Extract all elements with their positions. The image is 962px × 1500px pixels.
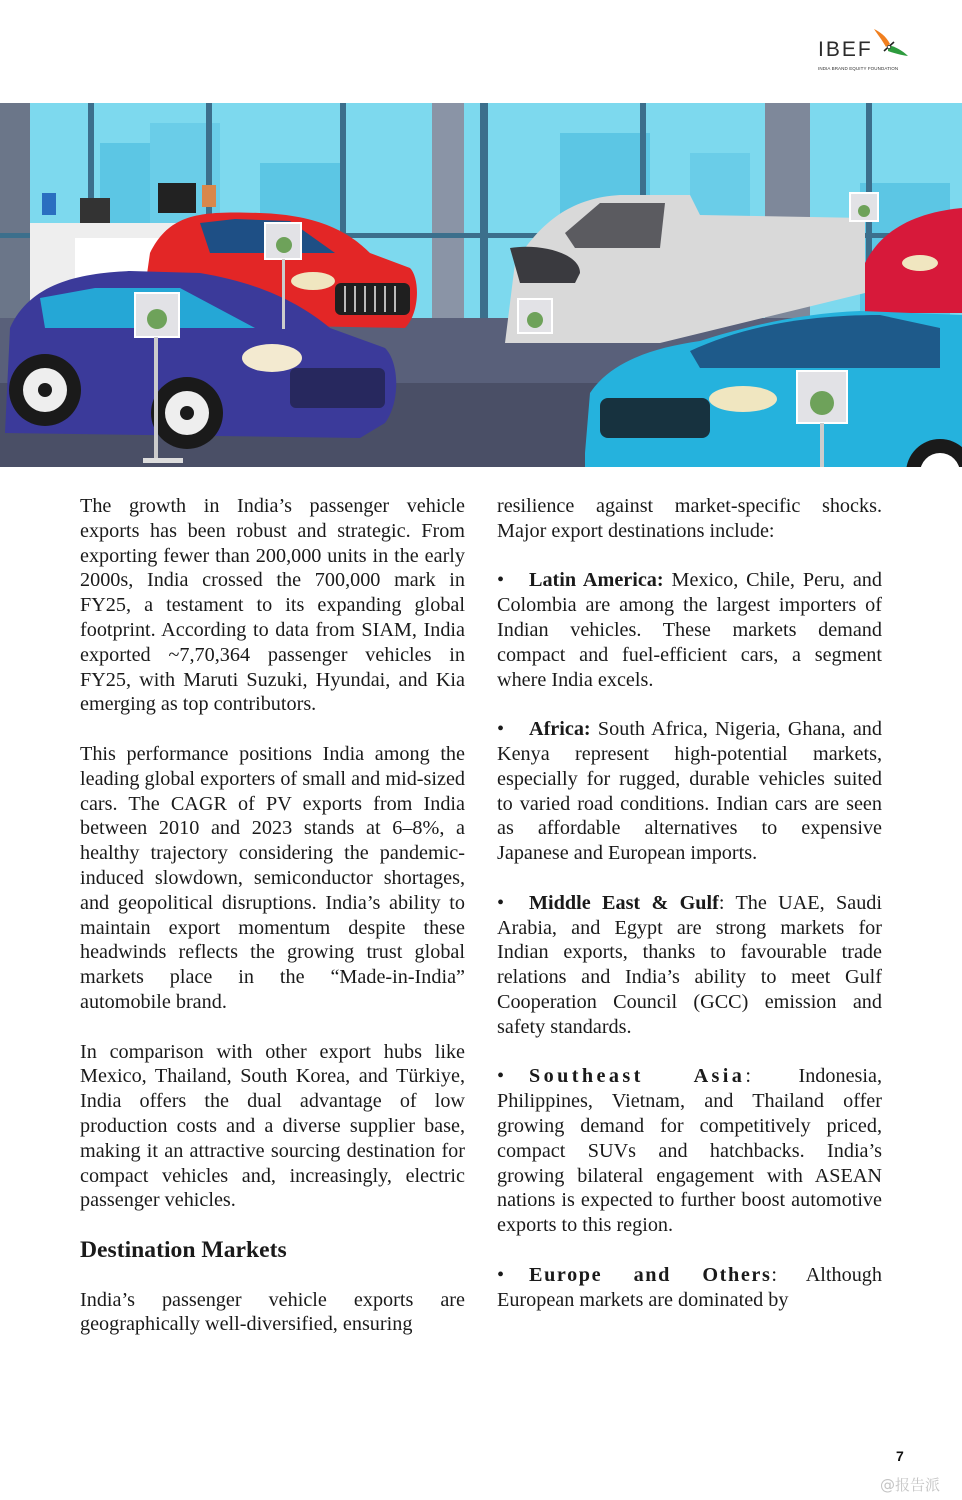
bullet-title: Africa: xyxy=(529,718,591,741)
bullet-title: Latin America: xyxy=(529,569,664,592)
bullet-middle-east-gulf xyxy=(497,891,882,1040)
bullet-title: Middle East & Gulf xyxy=(529,891,719,914)
bullet-icon: • xyxy=(497,718,505,741)
paragraph-destination-intro-continued: resilience against market-specific shocks. Major export destinations include: xyxy=(497,495,882,542)
bullet-icon: • xyxy=(497,1263,505,1286)
bullet-africa xyxy=(497,717,882,866)
car-showroom-image xyxy=(0,103,962,467)
paragraph-comparison: In comparison with other export hubs like Mexico, Thailand, South Korea, and Türkiye, India offers the dual advantage of low production costs and a diverse supplier base, making it an attractive sourcing destination for compact vehicles and, increasingly, electric passenger vehicles. xyxy=(80,1040,465,1212)
left-column xyxy=(80,494,465,1362)
section-heading-destination-markets: Destination Markets xyxy=(80,1236,287,1263)
bullet-southeast-asia xyxy=(497,1064,882,1238)
bird-logo-icon xyxy=(870,28,910,62)
paragraph-global-position: This performance positions India among the leading global exporters of small and mid-sized cars. The CAGR of PV exports from India between 2010 and 2023 stands at 6–8%, a healthy trajectory considering the pandemic-induced slowdown, semiconductor shortages, and geopolitical disruptions. India’s ability to maintain export momentum despite these headwinds reflects the growing trust global markets place in the “Made-in-India” automobile brand. xyxy=(80,742,465,1013)
logo-subtitle: INDIA BRAND EQUITY FOUNDATION xyxy=(818,66,899,71)
bullet-text: South Africa, Nigeria, Ghana, and Kenya represent high-potential markets, especially for rugged, durable vehicles suited to varied road conditions. Indian cars are seen as affordable alternatives to expensive Japanese and European imports. xyxy=(497,718,882,865)
paragraph-export-growth: The growth in India’s passenger vehicle exports has been robust and strategic. From exporting fewer than 200,000 units in the early 2000s, India crossed the 700,000 mark in FY25, a testament to its expanding global footprint. According to data from SIAM, India exported ~7,70,364 passenger vehicles in FY25, with Maruti Suzuki, Hyundai, and Kia emerging as top contributors. xyxy=(80,495,465,716)
bullet-text: : Although European markets are dominated by xyxy=(497,1263,882,1311)
logo-text: IBEF xyxy=(818,38,873,61)
bullet-icon: • xyxy=(497,569,505,592)
bullet-icon: • xyxy=(497,1065,505,1088)
ibef-logo xyxy=(818,28,910,74)
bullet-icon: • xyxy=(497,891,505,914)
page-number: 7 xyxy=(896,1448,904,1464)
bullet-text: : The UAE, Saudi Arabia, and Egypt are strong markets for Indian exports, thanks to favourable trade relations and India’s ability to meet Gulf Cooperation Council (GCC) emission and safety standards. xyxy=(497,891,882,1038)
paragraph-destination-intro: India’s passenger vehicle exports are geographically well-diversified, ensuring xyxy=(80,1288,465,1336)
page-header xyxy=(0,0,962,103)
bullet-europe-others xyxy=(497,1263,882,1313)
watermark: @报告派 xyxy=(880,1476,941,1494)
bullet-text: Mexico, Chile, Peru, and Colombia are among the largest importers of Indian vehicles. These markets demand compact and fuel-efficient cars, a segment where India excels. xyxy=(497,569,882,691)
bullet-title: Southeast Asia xyxy=(529,1065,746,1088)
right-column xyxy=(497,494,882,1337)
hero-showroom-illustration xyxy=(0,103,962,467)
bullet-title: Europe and Others xyxy=(529,1263,772,1286)
bullet-text: : Indonesia, Philippines, Vietnam, and Thailand offer growing demand for competitively priced, compact SUVs and hatchbacks. India’s growing bilateral engagement with ASEAN nations is expected to further boost automotive exports to this region. xyxy=(497,1065,882,1237)
bullet-latin-america xyxy=(497,568,882,692)
